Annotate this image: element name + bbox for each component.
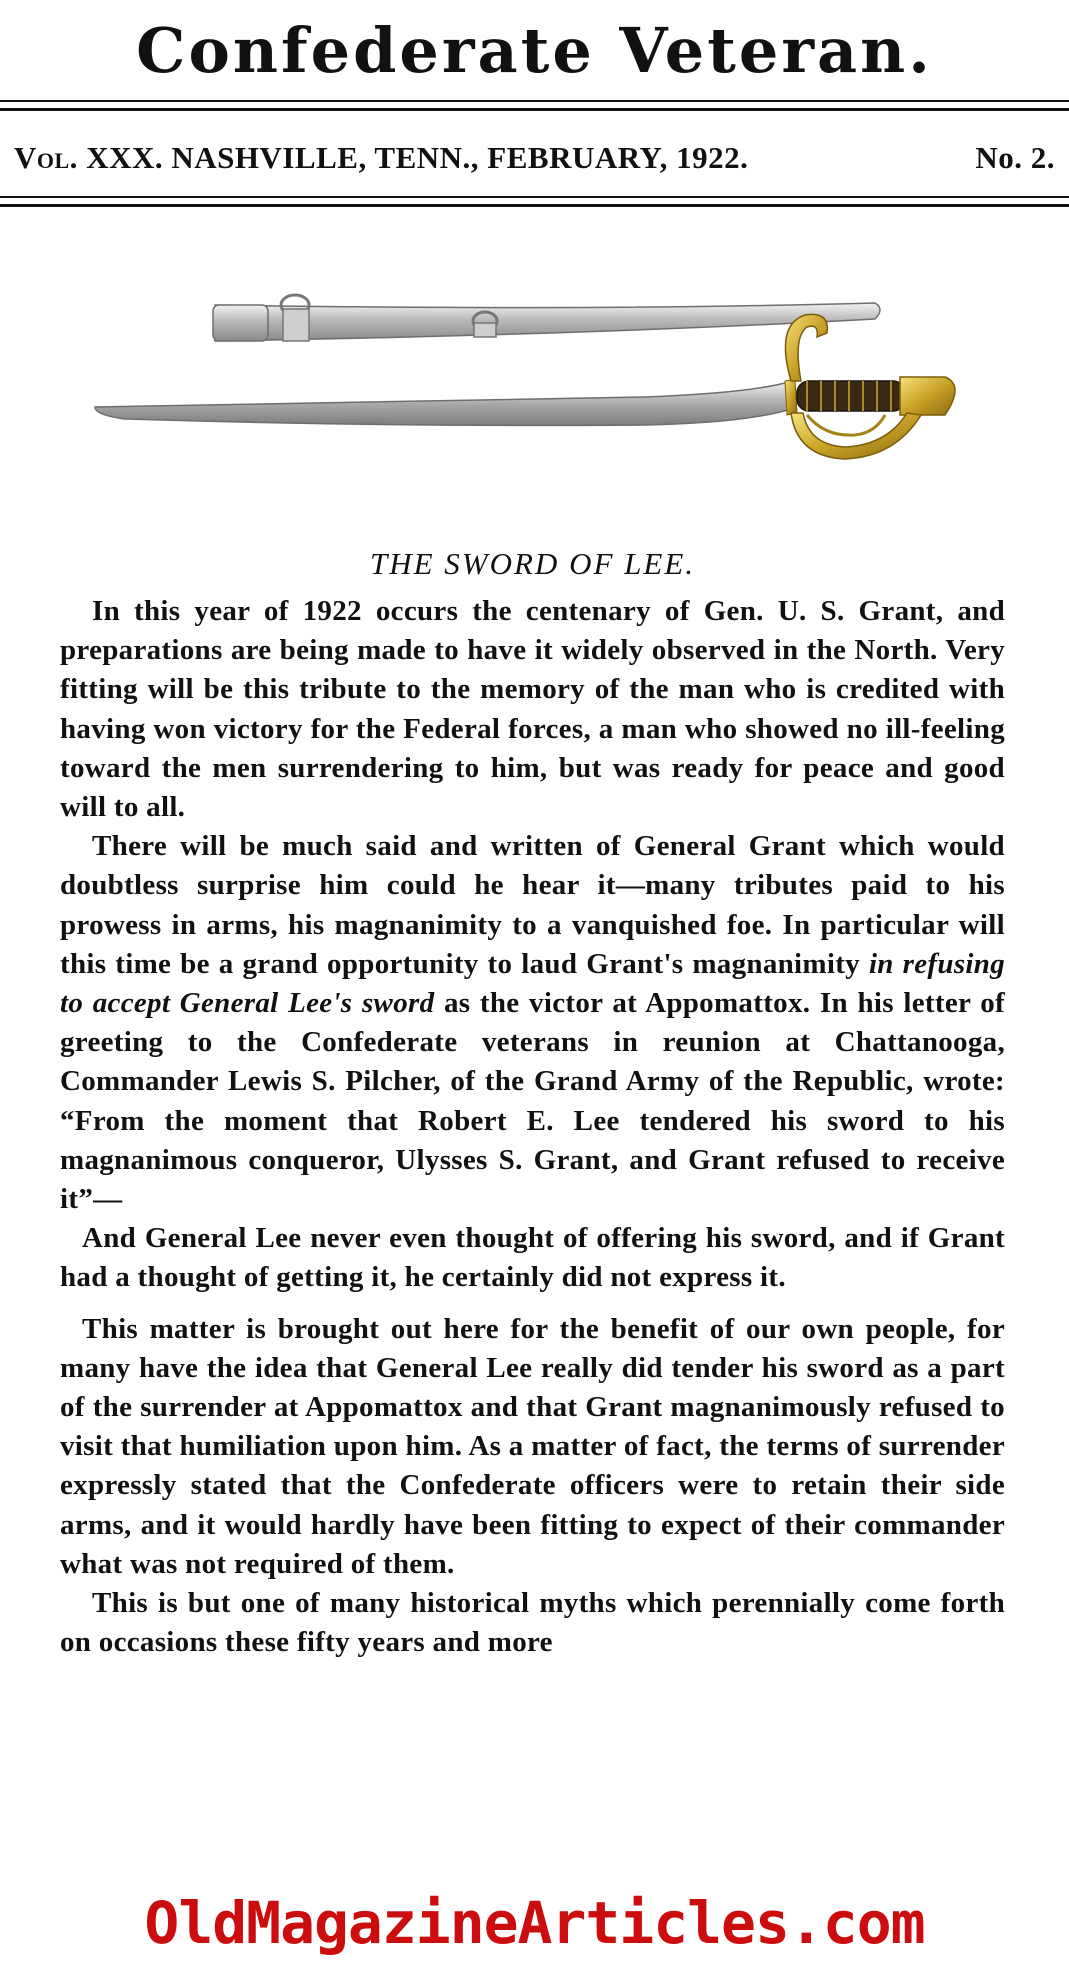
sword-hilt bbox=[785, 314, 955, 459]
issue-volume-rest: XXX. NASHVILLE, TENN., FEBRUARY, 1922. bbox=[77, 140, 749, 175]
article-paragraph-3: And General Lee never even thought of offering his sword, and if Grant had a thought of getting it, he certainly did not express it. bbox=[60, 1222, 1005, 1294]
sword-and-scabbard-image bbox=[85, 285, 985, 465]
paragraph-2-italic-phrase: in refusing to accept General Lee's sword bbox=[60, 947, 1005, 1020]
paragraph-2-text-before: There will be much said and written of General Grant which would doubtless surprise him could he hear it—many tributes paid to his prowess in arms, his magnanimity to a vanquished foe. In particular will this time be a grand opportunity to laud Grant's magnanimity bbox=[60, 830, 1005, 980]
article-paragraph-4: This matter is brought out here for the benefit of our own people, for many have the idea that General Lee really did tender his sword as a part of the surrender at Appomattox and that Grant magnanimously refused to visit that humiliation upon him. As a matter of fact, the terms of surrender expressly stated that the Confederate officers were to retain their side arms, and it would hardly have been fitting to expect of their commander what was not required of them. bbox=[60, 1312, 1005, 1580]
scabbard bbox=[213, 295, 880, 341]
masthead-title: Confederate Veteran. bbox=[136, 14, 933, 87]
article-paragraph-2 bbox=[60, 827, 1005, 1219]
issue-number: No. 2. bbox=[975, 140, 1055, 175]
paragraph-2-text-after: as the victor at Appomattox. In his letter of greeting to the Confederate veterans in reunion at Chattanooga, Commander Lewis S. Pilcher, of the Grand Army of the Republic, wrote: “From the moment that Robert E. Lee tendered his sword to his magnanimous conqueror, Ulysses S. Grant, and Grant refused to receive it”— bbox=[60, 987, 1005, 1216]
sword-blade bbox=[95, 383, 791, 425]
issue-volume-prefix: Vol. bbox=[14, 140, 78, 175]
masthead-rule-top-double bbox=[0, 108, 1069, 111]
watermark-text: OldMagazineArticles.com bbox=[144, 1889, 925, 1957]
article bbox=[60, 540, 1005, 1662]
masthead-rule-top bbox=[0, 100, 1069, 102]
issue-rule-bottom bbox=[0, 196, 1069, 198]
issue-volume-date bbox=[14, 134, 748, 182]
article-title: THE SWORD OF LEE. bbox=[369, 546, 696, 581]
sword-illustration bbox=[85, 285, 985, 465]
issue-line bbox=[14, 134, 1055, 182]
article-paragraph-5: This is but one of many historical myths which perennially come forth on occasions these fifty years and more bbox=[60, 1587, 1005, 1659]
issue-rule-bottom-double bbox=[0, 204, 1069, 207]
article-paragraph-1: In this year of 1922 occurs the centenary of Gen. U. S. Grant, and preparations are being made to have it widely observed in the North. Very fitting will be this tribute to the memory of the man who is credited with having won victory for the Federal forces, a man who showed no ill-feeling toward the men surrendering to him, but was ready for peace and good will to all. bbox=[60, 595, 1005, 824]
